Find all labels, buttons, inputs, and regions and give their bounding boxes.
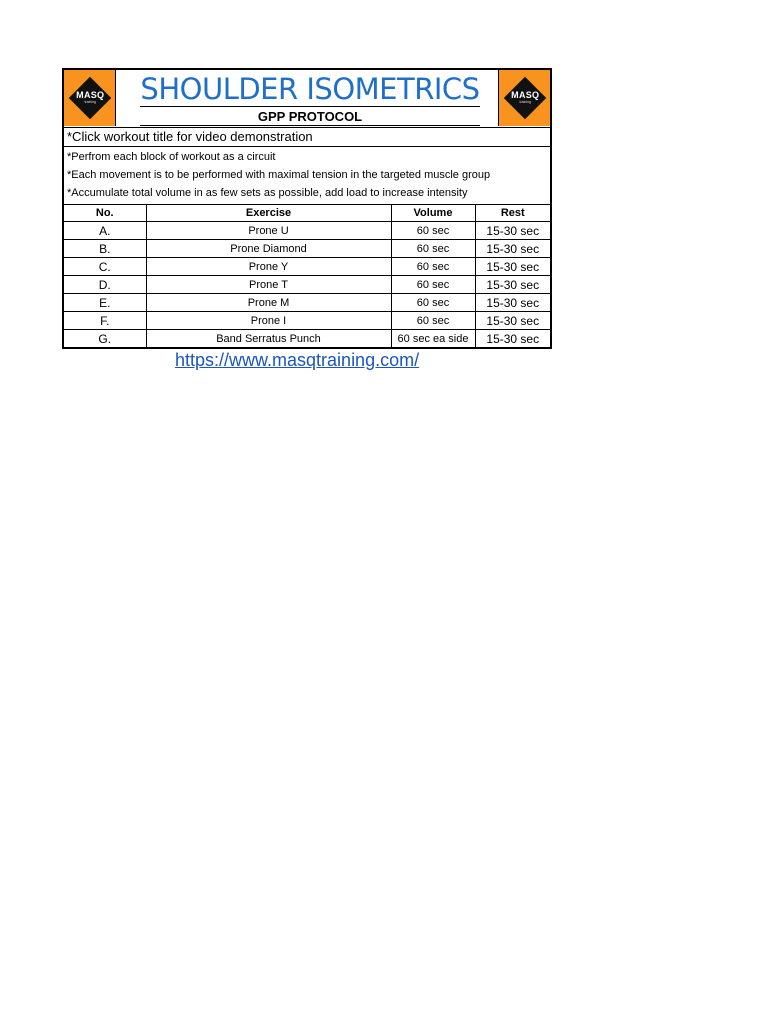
rest-cell: 15-30 sec [475,276,550,294]
title-divider [140,106,480,107]
rest-cell: 15-30 sec [475,222,550,240]
row-number: A. [64,222,146,240]
instruction-note: *Perfrom each block of workout as a circuit [67,151,276,163]
row-number: C. [64,258,146,276]
exercise-link[interactable]: Prone T [146,276,391,294]
logo-diamond-icon [68,77,110,119]
logo-text: MASQ [510,90,539,101]
row-number: G. [64,330,146,348]
row-number: B. [64,240,146,258]
exercise-link[interactable]: Prone I [146,312,391,330]
sheet-header [64,70,550,128]
exercise-table [64,205,550,347]
page-title: SHOULDER ISOMETRICS [140,72,480,106]
rest-cell: 15-30 sec [475,312,550,330]
volume-cell: 60 sec [391,312,475,330]
table-row [64,312,550,330]
volume-cell: 60 sec [391,276,475,294]
column-header-exercise: Exercise [146,205,391,222]
volume-cell: 60 sec [391,294,475,312]
table-row [64,294,550,312]
row-number: D. [64,276,146,294]
instructions [64,147,550,205]
masq-logo-left [64,70,116,126]
subtitle-divider [140,125,480,126]
website-link[interactable]: https://www.masqtraining.com/ [175,350,420,370]
rest-cell: 15-30 sec [475,240,550,258]
logo-subtext: training [518,100,531,105]
column-header-rest: Rest [475,205,550,222]
rest-cell: 15-30 sec [475,330,550,348]
exercise-link[interactable]: Prone Diamond [146,240,391,258]
logo-text: MASQ [75,90,104,101]
table-header-row [64,205,550,222]
table-row [64,330,550,348]
click-note: *Click workout title for video demonstration [64,128,550,147]
instruction-note: *Accumulate total volume in as few sets as possible, add load to increase intensity [67,187,468,199]
column-header-volume: Volume [391,205,475,222]
table-row [64,276,550,294]
rest-cell: 15-30 sec [475,294,550,312]
table-row [64,222,550,240]
table-row [64,258,550,276]
workout-sheet [62,68,552,349]
rest-cell: 15-30 sec [475,258,550,276]
logo-diamond-icon [503,77,545,119]
row-number: E. [64,294,146,312]
volume-cell: 60 sec [391,258,475,276]
column-header-no: No. [64,205,146,222]
exercise-link[interactable]: Prone Y [146,258,391,276]
page-subtitle: GPP PROTOCOL [257,109,363,124]
instruction-note: *Each movement is to be performed with maximal tension in the targeted muscle group [67,169,491,181]
exercise-link[interactable]: Prone U [146,222,391,240]
logo-subtext: training [83,100,96,105]
volume-cell: 60 sec [391,222,475,240]
exercise-link[interactable]: Band Serratus Punch [146,330,391,348]
volume-cell: 60 sec ea side [391,330,475,348]
table-row [64,240,550,258]
volume-cell: 60 sec [391,240,475,258]
masq-logo-right [498,70,550,126]
row-number: F. [64,312,146,330]
exercise-link[interactable]: Prone M [146,294,391,312]
